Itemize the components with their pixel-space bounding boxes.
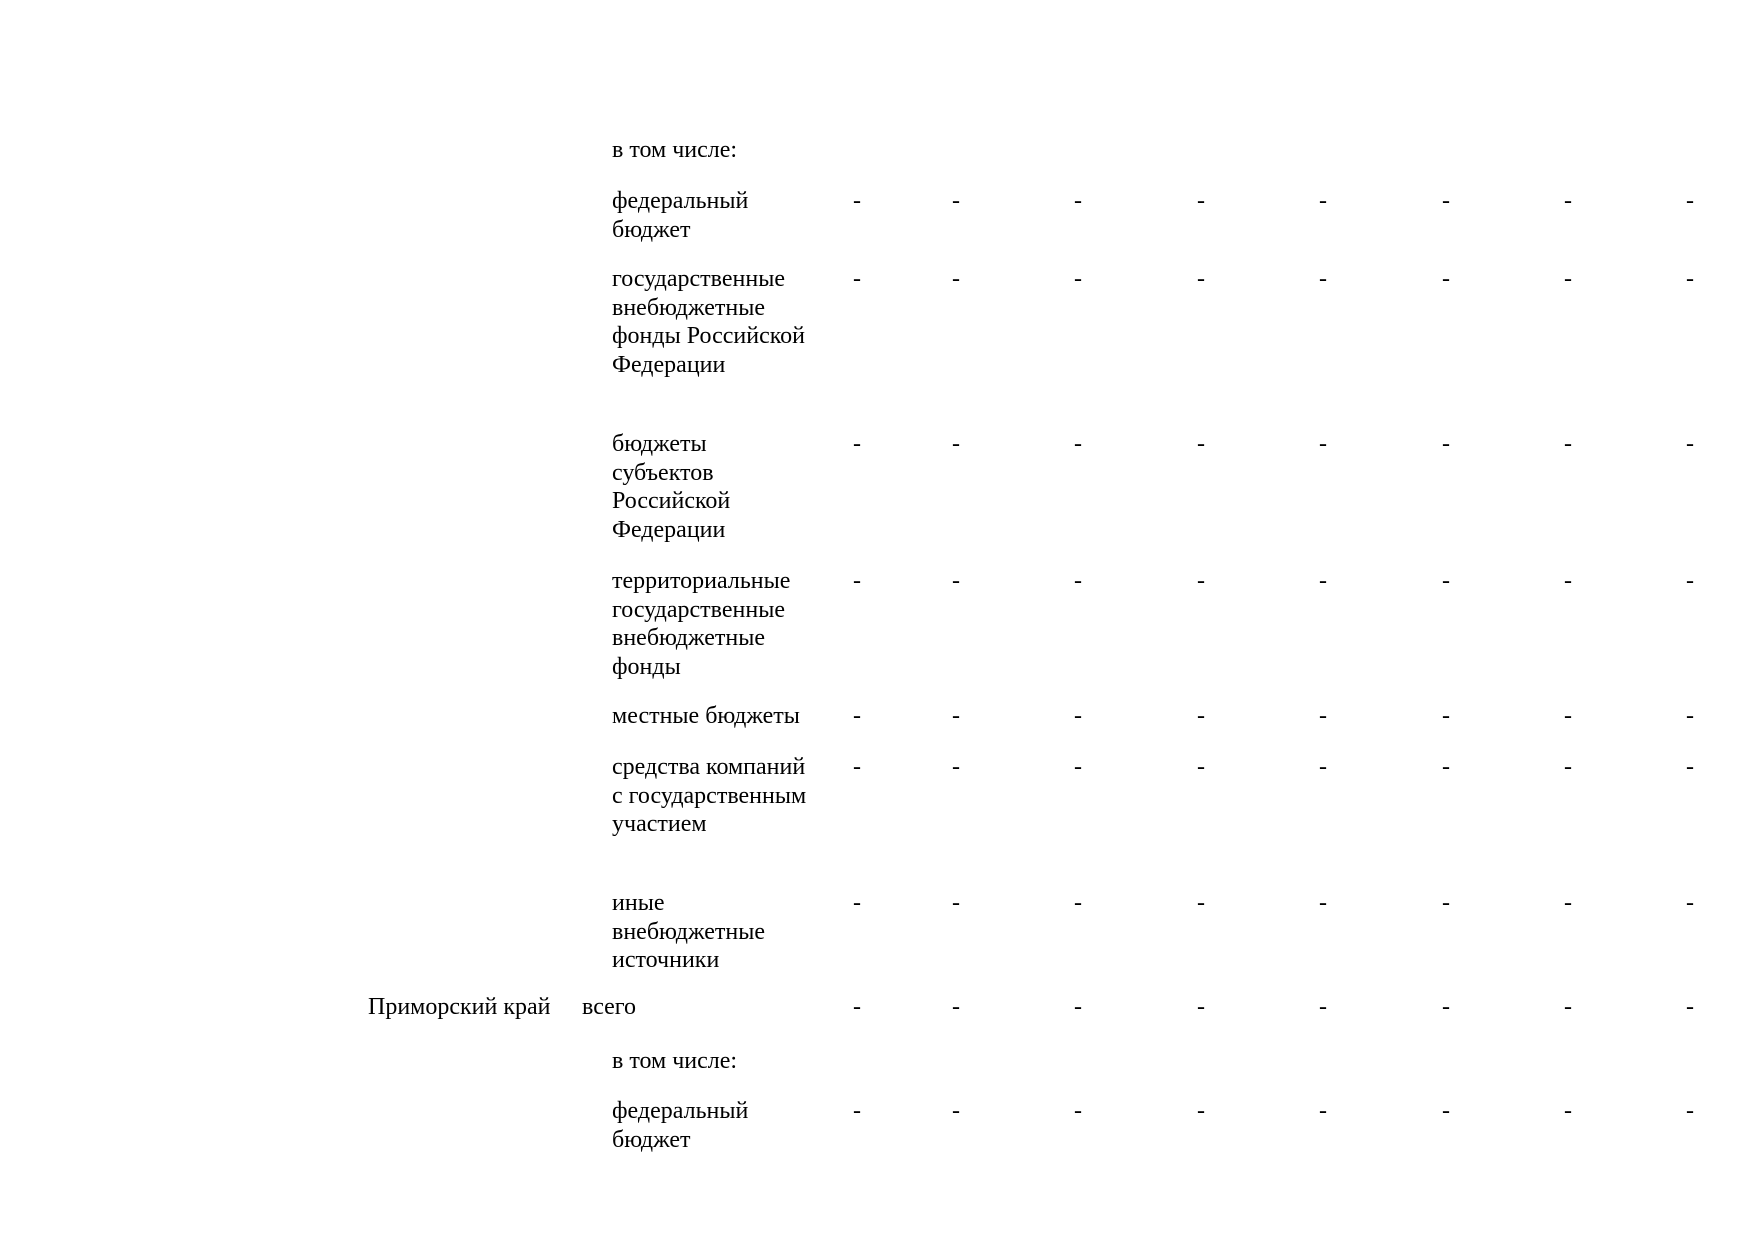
funding-source-label: федеральный бюджет bbox=[612, 188, 749, 243]
value-cell: - bbox=[853, 431, 861, 457]
value-cell: - bbox=[1197, 1098, 1205, 1124]
value-cell: - bbox=[952, 994, 960, 1020]
funding-source-label: средства компаний с государственным участием bbox=[612, 754, 807, 837]
value-cell: - bbox=[1442, 431, 1450, 457]
value-cell: - bbox=[1686, 1098, 1694, 1124]
value-cell: - bbox=[1197, 188, 1205, 214]
funding-source-label: иные внебюджетные источники bbox=[612, 890, 765, 973]
value-cell: - bbox=[1686, 266, 1694, 292]
value-cell: - bbox=[1564, 890, 1572, 916]
value-cell: - bbox=[952, 890, 960, 916]
value-cell: - bbox=[1442, 1098, 1450, 1124]
funding-source-label: государственные внебюджетные фонды Российской Федерации bbox=[612, 266, 806, 378]
value-cell: - bbox=[853, 994, 861, 1020]
funding-source-label: местные бюджеты bbox=[612, 703, 800, 729]
value-cell: - bbox=[1564, 266, 1572, 292]
value-cell: - bbox=[1074, 1098, 1082, 1124]
value-cell: - bbox=[1564, 1098, 1572, 1124]
value-cell: - bbox=[1074, 703, 1082, 729]
value-cell: - bbox=[952, 703, 960, 729]
value-cell: - bbox=[853, 568, 861, 594]
value-cell: - bbox=[1564, 188, 1572, 214]
value-cell: - bbox=[853, 703, 861, 729]
value-cell: - bbox=[1319, 703, 1327, 729]
value-cell: - bbox=[853, 890, 861, 916]
value-cell: - bbox=[1074, 568, 1082, 594]
value-cell: - bbox=[1319, 568, 1327, 594]
value-cell: - bbox=[1686, 890, 1694, 916]
value-cell: - bbox=[952, 1098, 960, 1124]
value-cell: - bbox=[1686, 703, 1694, 729]
value-cell: - bbox=[1442, 994, 1450, 1020]
value-cell: - bbox=[1197, 568, 1205, 594]
value-cell: - bbox=[1564, 703, 1572, 729]
funding-source-label: территориальные государственные внебюджетные фонды bbox=[612, 568, 791, 680]
funding-source-label: в том числе: bbox=[612, 137, 738, 163]
value-cell: - bbox=[1074, 754, 1082, 780]
region-name: Приморский край bbox=[368, 994, 551, 1020]
value-cell: - bbox=[1564, 994, 1572, 1020]
value-cell: - bbox=[1319, 188, 1327, 214]
value-cell: - bbox=[1197, 754, 1205, 780]
value-cell: - bbox=[1197, 994, 1205, 1020]
value-cell: - bbox=[1319, 1098, 1327, 1124]
value-cell: - bbox=[952, 568, 960, 594]
value-cell: - bbox=[1686, 188, 1694, 214]
value-cell: - bbox=[1442, 266, 1450, 292]
funding-source-label: федеральный бюджет bbox=[612, 1098, 749, 1153]
value-cell: - bbox=[1197, 703, 1205, 729]
value-cell: - bbox=[1197, 431, 1205, 457]
value-cell: - bbox=[952, 188, 960, 214]
value-cell: - bbox=[1686, 754, 1694, 780]
value-cell: - bbox=[853, 1098, 861, 1124]
value-cell: - bbox=[952, 431, 960, 457]
value-cell: - bbox=[853, 188, 861, 214]
total-label: всего bbox=[582, 994, 637, 1020]
value-cell: - bbox=[1074, 431, 1082, 457]
value-cell: - bbox=[1319, 890, 1327, 916]
value-cell: - bbox=[1319, 266, 1327, 292]
value-cell: - bbox=[1442, 188, 1450, 214]
value-cell: - bbox=[1686, 431, 1694, 457]
value-cell: - bbox=[1442, 890, 1450, 916]
value-cell: - bbox=[1442, 703, 1450, 729]
value-cell: - bbox=[1319, 754, 1327, 780]
value-cell: - bbox=[1319, 994, 1327, 1020]
value-cell: - bbox=[1319, 431, 1327, 457]
value-cell: - bbox=[1686, 568, 1694, 594]
value-cell: - bbox=[853, 266, 861, 292]
value-cell: - bbox=[1564, 431, 1572, 457]
value-cell: - bbox=[1686, 994, 1694, 1020]
funding-source-label: бюджеты субъектов Российской Федерации bbox=[612, 431, 731, 543]
value-cell: - bbox=[1442, 754, 1450, 780]
funding-source-label: в том числе: bbox=[612, 1048, 738, 1074]
value-cell: - bbox=[1564, 754, 1572, 780]
value-cell: - bbox=[1074, 890, 1082, 916]
value-cell: - bbox=[952, 266, 960, 292]
value-cell: - bbox=[1197, 266, 1205, 292]
value-cell: - bbox=[1074, 188, 1082, 214]
value-cell: - bbox=[952, 754, 960, 780]
value-cell: - bbox=[1074, 266, 1082, 292]
value-cell: - bbox=[1197, 890, 1205, 916]
value-cell: - bbox=[1074, 994, 1082, 1020]
value-cell: - bbox=[1442, 568, 1450, 594]
value-cell: - bbox=[1564, 568, 1572, 594]
value-cell: - bbox=[853, 754, 861, 780]
